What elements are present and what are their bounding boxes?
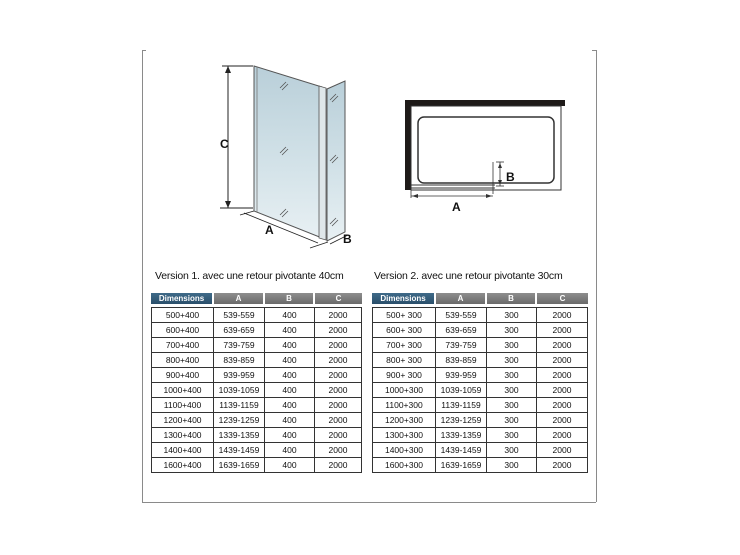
cell-dimensions: 600+400 xyxy=(151,323,214,338)
cell-a: 1339-1359 xyxy=(436,428,487,443)
cell-dimensions: 800+400 xyxy=(151,353,214,368)
cell-b: 300 xyxy=(487,323,537,338)
table-row xyxy=(372,458,588,473)
cell-dimensions: 500+400 xyxy=(151,307,214,323)
cell-b: 400 xyxy=(265,383,315,398)
cell-a: 639-659 xyxy=(436,323,487,338)
cell-c: 2000 xyxy=(315,413,362,428)
cell-c: 2000 xyxy=(537,383,588,398)
dimensions-table-version-1 xyxy=(151,293,362,473)
frame-left-border xyxy=(142,50,143,502)
cell-c: 2000 xyxy=(315,368,362,383)
cell-b: 300 xyxy=(487,368,537,383)
cell-c: 2000 xyxy=(537,398,588,413)
dimension-label-a: A xyxy=(265,223,274,237)
table-row xyxy=(151,443,362,458)
cell-dimensions: 900+ 300 xyxy=(372,368,436,383)
cell-a: 1639-1659 xyxy=(214,458,265,473)
cell-a: 939-959 xyxy=(436,368,487,383)
table-row xyxy=(372,338,588,353)
cell-a: 639-659 xyxy=(214,323,265,338)
table-row xyxy=(372,368,588,383)
table-row xyxy=(151,458,362,473)
shower-perspective-diagram xyxy=(210,55,370,255)
cell-c: 2000 xyxy=(537,323,588,338)
table-row xyxy=(151,413,362,428)
table-1-caption: Version 1. avec une retour pivotante 40cm xyxy=(155,270,344,282)
table-row xyxy=(372,307,588,323)
cell-dimensions: 1200+400 xyxy=(151,413,214,428)
cell-b: 300 xyxy=(487,338,537,353)
cell-dimensions: 700+400 xyxy=(151,338,214,353)
cell-c: 2000 xyxy=(537,368,588,383)
cell-b: 300 xyxy=(487,307,537,323)
cell-dimensions: 1600+400 xyxy=(151,458,214,473)
cell-b: 300 xyxy=(487,383,537,398)
cell-c: 2000 xyxy=(315,338,362,353)
table-2-caption: Version 2. avec une retour pivotante 30cm xyxy=(374,270,563,282)
dimension-label-c: C xyxy=(220,137,229,151)
cell-b: 300 xyxy=(487,428,537,443)
cell-dimensions: 600+ 300 xyxy=(372,323,436,338)
dimension-label-b: B xyxy=(343,232,352,246)
cell-a: 939-959 xyxy=(214,368,265,383)
cell-a: 1139-1159 xyxy=(214,398,265,413)
cell-dimensions: 1100+400 xyxy=(151,398,214,413)
cell-c: 2000 xyxy=(537,458,588,473)
shower-top-view-diagram xyxy=(400,100,600,210)
table-row xyxy=(151,323,362,338)
cell-b: 300 xyxy=(487,413,537,428)
cell-b: 400 xyxy=(265,443,315,458)
cell-c: 2000 xyxy=(537,428,588,443)
cell-a: 1039-1059 xyxy=(214,383,265,398)
header-b: B xyxy=(487,293,537,304)
table-row xyxy=(372,353,588,368)
frame-bottom-border xyxy=(142,502,596,503)
cell-a: 739-759 xyxy=(436,338,487,353)
cell-dimensions: 1300+400 xyxy=(151,428,214,443)
cell-dimensions: 1300+300 xyxy=(372,428,436,443)
cell-b: 400 xyxy=(265,307,315,323)
cell-a: 1039-1059 xyxy=(436,383,487,398)
table-row xyxy=(151,428,362,443)
cell-a: 1339-1359 xyxy=(214,428,265,443)
cell-a: 839-859 xyxy=(436,353,487,368)
cell-dimensions: 1400+400 xyxy=(151,443,214,458)
cell-a: 539-559 xyxy=(214,307,265,323)
cell-c: 2000 xyxy=(537,413,588,428)
header-b: B xyxy=(265,293,315,304)
cell-a: 1439-1459 xyxy=(436,443,487,458)
cell-b: 300 xyxy=(487,398,537,413)
table-row xyxy=(151,383,362,398)
cell-dimensions: 800+ 300 xyxy=(372,353,436,368)
table-row xyxy=(372,413,588,428)
header-a: A xyxy=(214,293,265,304)
cell-dimensions: 900+400 xyxy=(151,368,214,383)
frame-left-tick xyxy=(142,50,146,51)
table-row xyxy=(151,398,362,413)
table-row xyxy=(372,383,588,398)
header-c: C xyxy=(537,293,588,304)
cell-c: 2000 xyxy=(315,443,362,458)
cell-c: 2000 xyxy=(315,353,362,368)
cell-c: 2000 xyxy=(315,458,362,473)
dimensions-table-version-2 xyxy=(372,293,588,473)
cell-c: 2000 xyxy=(537,307,588,323)
cell-b: 400 xyxy=(265,398,315,413)
cell-dimensions: 1000+300 xyxy=(372,383,436,398)
cell-a: 1239-1259 xyxy=(436,413,487,428)
cell-a: 539-559 xyxy=(436,307,487,323)
cell-b: 300 xyxy=(487,353,537,368)
cell-dimensions: 1000+400 xyxy=(151,383,214,398)
cell-b: 400 xyxy=(265,413,315,428)
cell-dimensions: 1400+300 xyxy=(372,443,436,458)
cell-dimensions: 500+ 300 xyxy=(372,307,436,323)
table-row xyxy=(372,323,588,338)
table-row xyxy=(372,428,588,443)
header-dimensions: Dimensions xyxy=(151,293,214,304)
top-view-label-a: A xyxy=(452,200,461,214)
table-row xyxy=(151,368,362,383)
cell-c: 2000 xyxy=(315,323,362,338)
cell-b: 400 xyxy=(265,353,315,368)
cell-dimensions: 700+ 300 xyxy=(372,338,436,353)
table-row xyxy=(151,307,362,323)
cell-a: 1639-1659 xyxy=(436,458,487,473)
table-row xyxy=(372,443,588,458)
cell-b: 400 xyxy=(265,368,315,383)
cell-b: 300 xyxy=(487,443,537,458)
cell-b: 400 xyxy=(265,323,315,338)
cell-c: 2000 xyxy=(537,353,588,368)
table-header-row xyxy=(372,293,588,304)
cell-c: 2000 xyxy=(537,443,588,458)
cell-b: 400 xyxy=(265,428,315,443)
cell-c: 2000 xyxy=(315,398,362,413)
cell-dimensions: 1600+300 xyxy=(372,458,436,473)
cell-a: 739-759 xyxy=(214,338,265,353)
cell-c: 2000 xyxy=(315,383,362,398)
cell-a: 1239-1259 xyxy=(214,413,265,428)
table-row xyxy=(151,338,362,353)
cell-a: 1439-1459 xyxy=(214,443,265,458)
cell-c: 2000 xyxy=(315,428,362,443)
table-row xyxy=(151,353,362,368)
cell-dimensions: 1100+300 xyxy=(372,398,436,413)
header-c: C xyxy=(315,293,362,304)
table-row xyxy=(372,398,588,413)
cell-a: 1139-1159 xyxy=(436,398,487,413)
cell-b: 400 xyxy=(265,458,315,473)
cell-c: 2000 xyxy=(537,338,588,353)
table-header-row xyxy=(151,293,362,304)
cell-a: 839-859 xyxy=(214,353,265,368)
header-dimensions: Dimensions xyxy=(372,293,436,304)
cell-b: 300 xyxy=(487,458,537,473)
header-a: A xyxy=(436,293,487,304)
frame-right-tick xyxy=(592,50,596,51)
top-view-label-b: B xyxy=(506,170,515,184)
cell-dimensions: 1200+300 xyxy=(372,413,436,428)
cell-c: 2000 xyxy=(315,307,362,323)
cell-b: 400 xyxy=(265,338,315,353)
